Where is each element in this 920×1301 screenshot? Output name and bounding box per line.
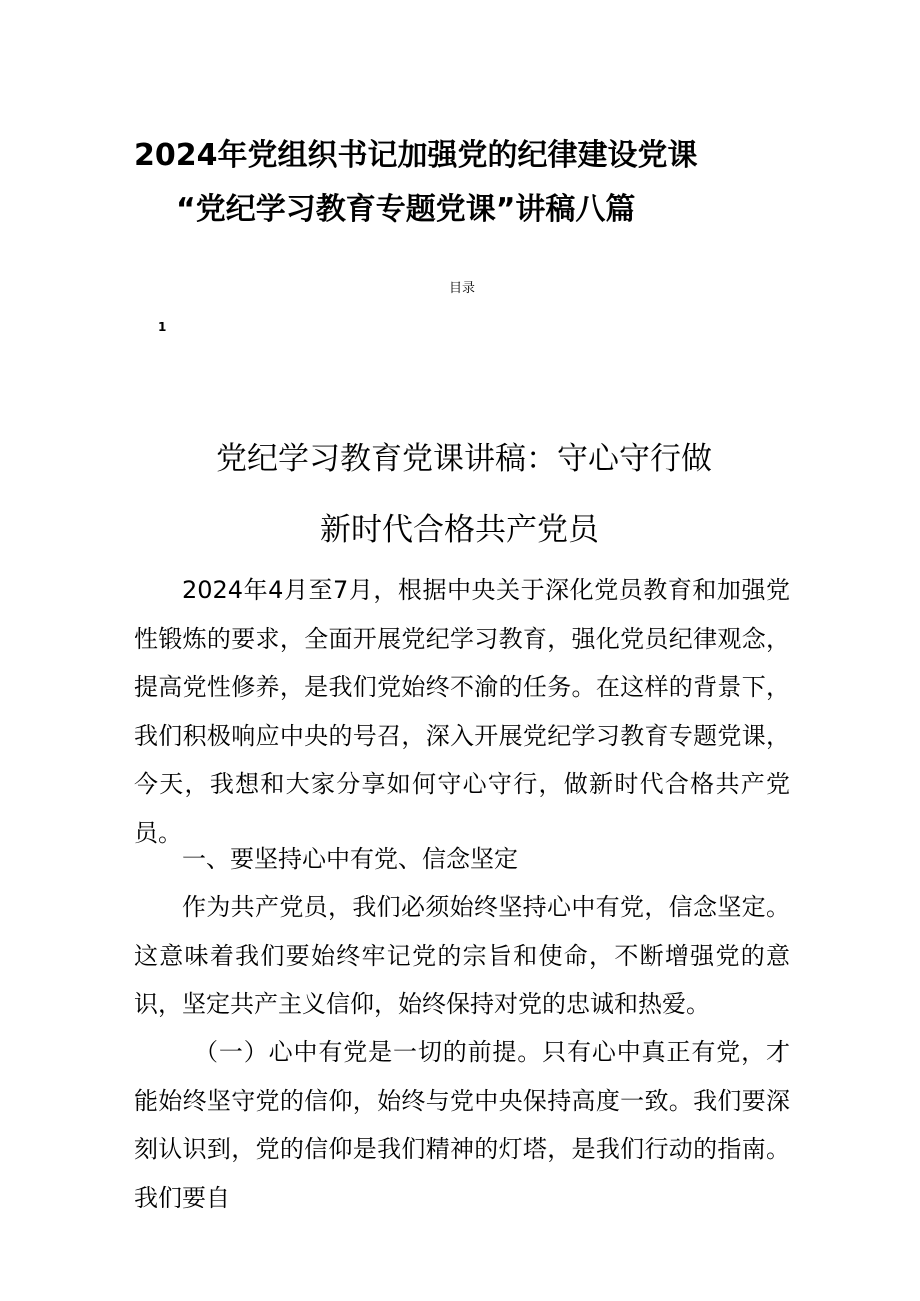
section-title-line-1: 党纪学习教育党课讲稿：守心守行做 [216, 441, 712, 477]
subsection-heading-1: 一、要坚持心中有党、信念坚定 [182, 845, 518, 873]
document-title-line-2: “党纪学习教育专题党课”讲稿八篇 [176, 192, 636, 227]
document-title-line-1: 2024年党组织书记加强党的纪律建设党课 [134, 138, 698, 173]
toc-label: 目录 [449, 281, 476, 296]
body-paragraph-1: 2024年4月至7月，根据中央关于深化党员教育和加强党性锻炼的要求，全面开展党纪学习教育，强化党员纪律观念，提高党性修养，是我们党始终不渝的任务。在这样的背景下，我们积极响应中央的号召，深入开展党纪学习教育专题党课，今天，我想和大家分享如何守心守行，做新时代合格共产党员。 [134, 576, 790, 847]
section-title-line-2: 新时代合格共产党员 [320, 512, 599, 548]
toc-entry[interactable]: 1 [158, 320, 167, 334]
body-paragraph-3: （一）心中有党是一切的前提。只有心中真正有党，才能始终坚守党的信仰，始终与党中央保持高度一致。我们要深刻认识到，党的信仰是我们精神的灯塔，是我们行动的指南。我们要自 [134, 1038, 790, 1212]
body-paragraph-2: 作为共产党员，我们必须始终坚持心中有党，信念坚定。这意味着我们要始终牢记党的宗旨和使命，不断增强党的意识，坚定共产主义信仰，始终保持对党的忠诚和热爱。 [134, 893, 790, 1018]
